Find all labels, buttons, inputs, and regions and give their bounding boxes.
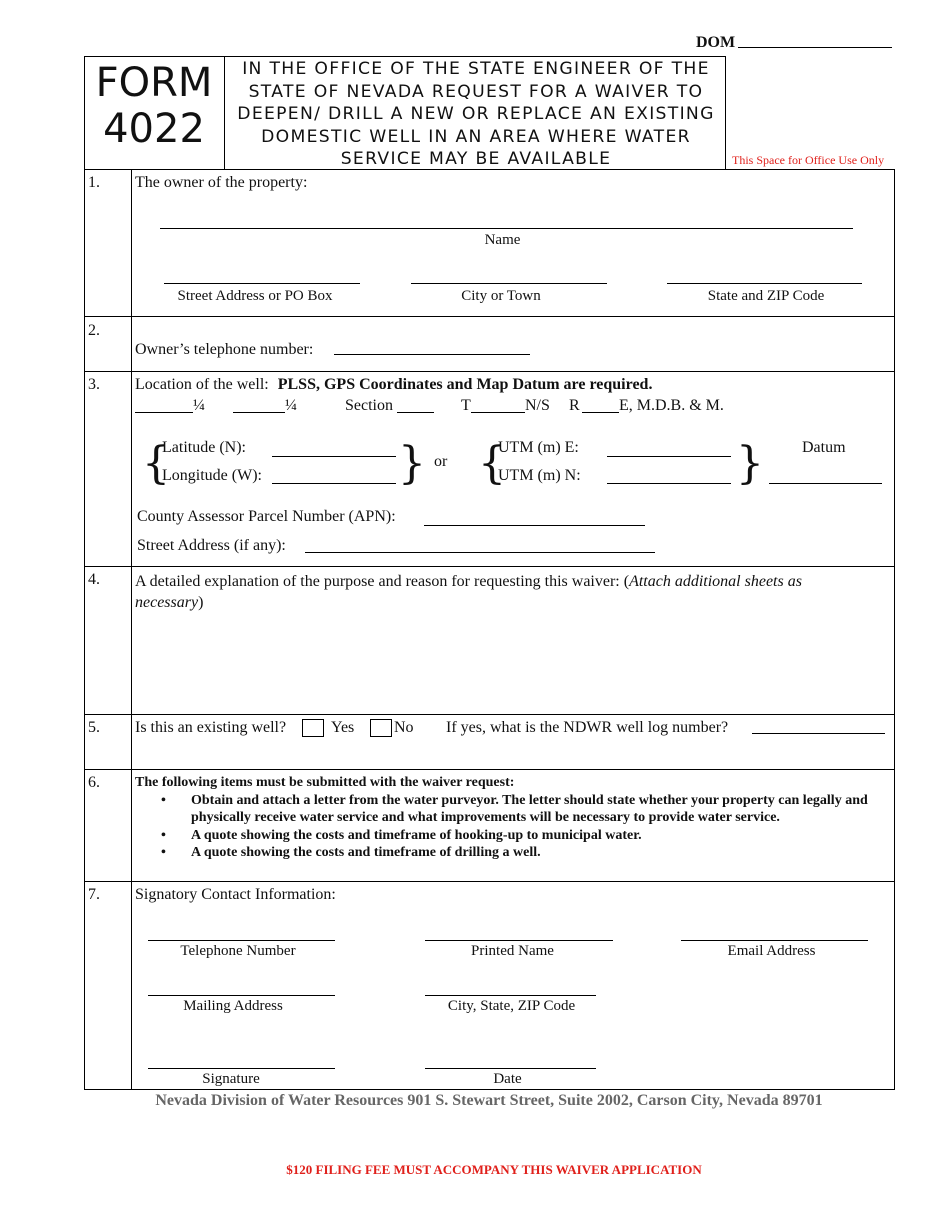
well-log-label: If yes, what is the NDWR well log number? [446, 719, 729, 736]
required-items [135, 774, 880, 862]
utm-east-label: UTM (m) E: [498, 439, 579, 456]
street-address-caption: Street Address or PO Box [177, 288, 333, 304]
signature-caption: Signature [202, 1071, 260, 1087]
explanation-area[interactable] [135, 614, 890, 710]
location-label-text: Location of the well: [135, 376, 269, 393]
required-items-heading: The following items must be submitted with the waiver request: [135, 775, 515, 790]
table-right-border [894, 169, 895, 1090]
longitude-field[interactable] [272, 483, 396, 484]
right-brace-icon: } [398, 438, 426, 489]
heading-line: SERVICE MAY BE AVAILABLE [340, 149, 612, 169]
latitude-field[interactable] [272, 456, 396, 457]
well-log-field[interactable] [752, 733, 885, 734]
quarter-field[interactable] [233, 412, 285, 413]
location-label [135, 376, 652, 394]
required-items-list [135, 792, 880, 862]
bullet-icon: • [161, 827, 166, 843]
table-top-border [84, 169, 895, 170]
left-brace-icon: { [478, 438, 506, 489]
state-zip-caption: State and ZIP Code [707, 288, 825, 304]
heading-line: IN THE OFFICE OF THE STATE ENGINEER OF THE [242, 59, 710, 79]
form-title-line1: FORM [95, 60, 213, 106]
telephone-label: Owner’s telephone number: [135, 341, 314, 358]
range-label: R [569, 397, 580, 414]
section-6-number: 6. [88, 774, 100, 791]
row-divider [84, 566, 895, 567]
existing-well-label: Is this an existing well? [135, 719, 287, 736]
explanation-italic-note: Attach additional sheets as [629, 573, 802, 590]
explanation-label-text: A detailed explanation of the purpose and reason for requesting this waiver: ( [135, 573, 630, 590]
yes-checkbox[interactable] [302, 719, 324, 737]
row-divider [84, 769, 895, 770]
filing-fee-notice: $120 FILING FEE MUST ACCOMPANY THIS WAIVER APPLICATION [286, 1162, 702, 1177]
bullet-icon: • [161, 792, 166, 808]
utm-north-field[interactable] [607, 483, 731, 484]
signature-field[interactable] [148, 1068, 335, 1069]
heading-line: DOMESTIC WELL IN AN AREA WHERE WATER [261, 126, 691, 147]
section-5-number: 5. [88, 719, 100, 736]
section-2-number: 2. [88, 322, 100, 339]
section-7-number: 7. [88, 886, 100, 903]
utm-north-label: UTM (m) N: [498, 467, 581, 484]
city-caption: City or Town [461, 288, 541, 304]
list-item [161, 792, 880, 827]
section-label: Section [345, 397, 393, 414]
no-checkbox[interactable] [370, 719, 392, 737]
street-address-field[interactable] [164, 283, 360, 284]
row-divider [84, 316, 895, 317]
explanation-italic-note-end: necessary [135, 594, 199, 611]
office-use-note: This Space for Office Use Only [732, 153, 885, 167]
date-caption: Date [493, 1071, 522, 1087]
datum-label: Datum [802, 439, 846, 456]
list-item [161, 844, 880, 862]
range-field[interactable] [582, 412, 619, 413]
signatory-telephone-field[interactable] [148, 940, 335, 941]
table-bottom-border [84, 1089, 895, 1090]
explanation-paren: ) [198, 594, 204, 611]
yes-label: Yes [331, 719, 355, 736]
explanation-label [135, 571, 885, 613]
left-brace-icon: { [142, 438, 170, 489]
header-box-top [84, 56, 726, 57]
form-title-line2: 4022 [103, 106, 205, 152]
owner-name-field[interactable] [160, 228, 853, 229]
section-3-number: 3. [88, 376, 100, 393]
north-south-label: N/S [525, 397, 550, 414]
row-divider [84, 371, 895, 372]
location-required-note: PLSS, GPS Coordinates and Map Datum are required. [277, 376, 653, 393]
latitude-label: Latitude (N): [162, 439, 246, 456]
table-left-border [84, 169, 85, 1090]
datum-field[interactable] [769, 483, 882, 484]
heading-line: STATE OF NEVADA REQUEST FOR A WAIVER TO [248, 81, 704, 102]
bullet-icon: • [161, 845, 166, 860]
row-divider [84, 881, 895, 882]
email-caption: Email Address [727, 943, 816, 959]
mailing-address-field[interactable] [148, 995, 335, 996]
section-4-number: 4. [88, 571, 100, 588]
right-brace-icon: } [736, 438, 764, 489]
well-street-label: Street Address (if any): [137, 537, 286, 554]
meridian-label: E, M.D.B. & M. [619, 397, 724, 414]
email-field[interactable] [681, 940, 868, 941]
signatory-label: Signatory Contact Information: [135, 886, 336, 903]
form-heading [226, 58, 726, 171]
date-field[interactable] [425, 1068, 596, 1069]
table-number-column-border [131, 169, 132, 1090]
printed-name-field[interactable] [425, 940, 613, 941]
no-label: No [394, 719, 414, 736]
telephone-field[interactable] [334, 354, 530, 355]
section-field[interactable] [397, 412, 434, 413]
owner-label: The owner of the property: [135, 174, 308, 191]
list-item-text: A quote showing the costs and timeframe of hooking-up to municipal water. [191, 827, 642, 843]
list-item [161, 827, 880, 845]
city-state-zip-caption: City, State, ZIP Code [447, 998, 576, 1014]
owner-name-caption: Name [484, 232, 521, 248]
city-field[interactable] [411, 283, 607, 284]
or-label: or [434, 453, 448, 470]
utm-east-field[interactable] [607, 456, 731, 457]
printed-name-caption: Printed Name [471, 943, 554, 959]
row-divider [84, 714, 895, 715]
heading-line: DEEPEN/ DRILL A NEW OR REPLACE AN EXISTING [237, 104, 715, 124]
section-1-number: 1. [88, 174, 100, 191]
quarter-quarter-field[interactable] [135, 412, 193, 413]
list-item-text: A quote showing the costs and timeframe of drilling a well. [191, 845, 541, 860]
header-box-divider [224, 56, 225, 170]
township-label: T [461, 397, 471, 414]
longitude-label: Longitude (W): [162, 467, 262, 484]
mailing-address-caption: Mailing Address [183, 998, 283, 1014]
quarter-symbol: ¼ [193, 397, 205, 414]
well-street-field[interactable] [305, 552, 655, 553]
township-field[interactable] [471, 412, 525, 413]
dom-field[interactable] [738, 47, 892, 48]
form-title [84, 60, 224, 152]
footer-address: Nevada Division of Water Resources 901 S. Stewart Street, Suite 2002, Carson City, Nevada 89701 [155, 1092, 823, 1109]
apn-field[interactable] [424, 525, 645, 526]
apn-label: County Assessor Parcel Number (APN): [137, 508, 396, 525]
list-item-text: Obtain and attach a letter from the water purveyor. The letter should state whether your property can legally and physically receive water service and what improvements will be necessary to provide water service. [191, 792, 868, 825]
telephone-caption: Telephone Number [180, 943, 296, 959]
city-state-zip-field[interactable] [425, 995, 596, 996]
state-zip-field[interactable] [667, 283, 862, 284]
quarter-symbol: ¼ [285, 397, 297, 414]
dom-label: DOM [696, 34, 736, 51]
